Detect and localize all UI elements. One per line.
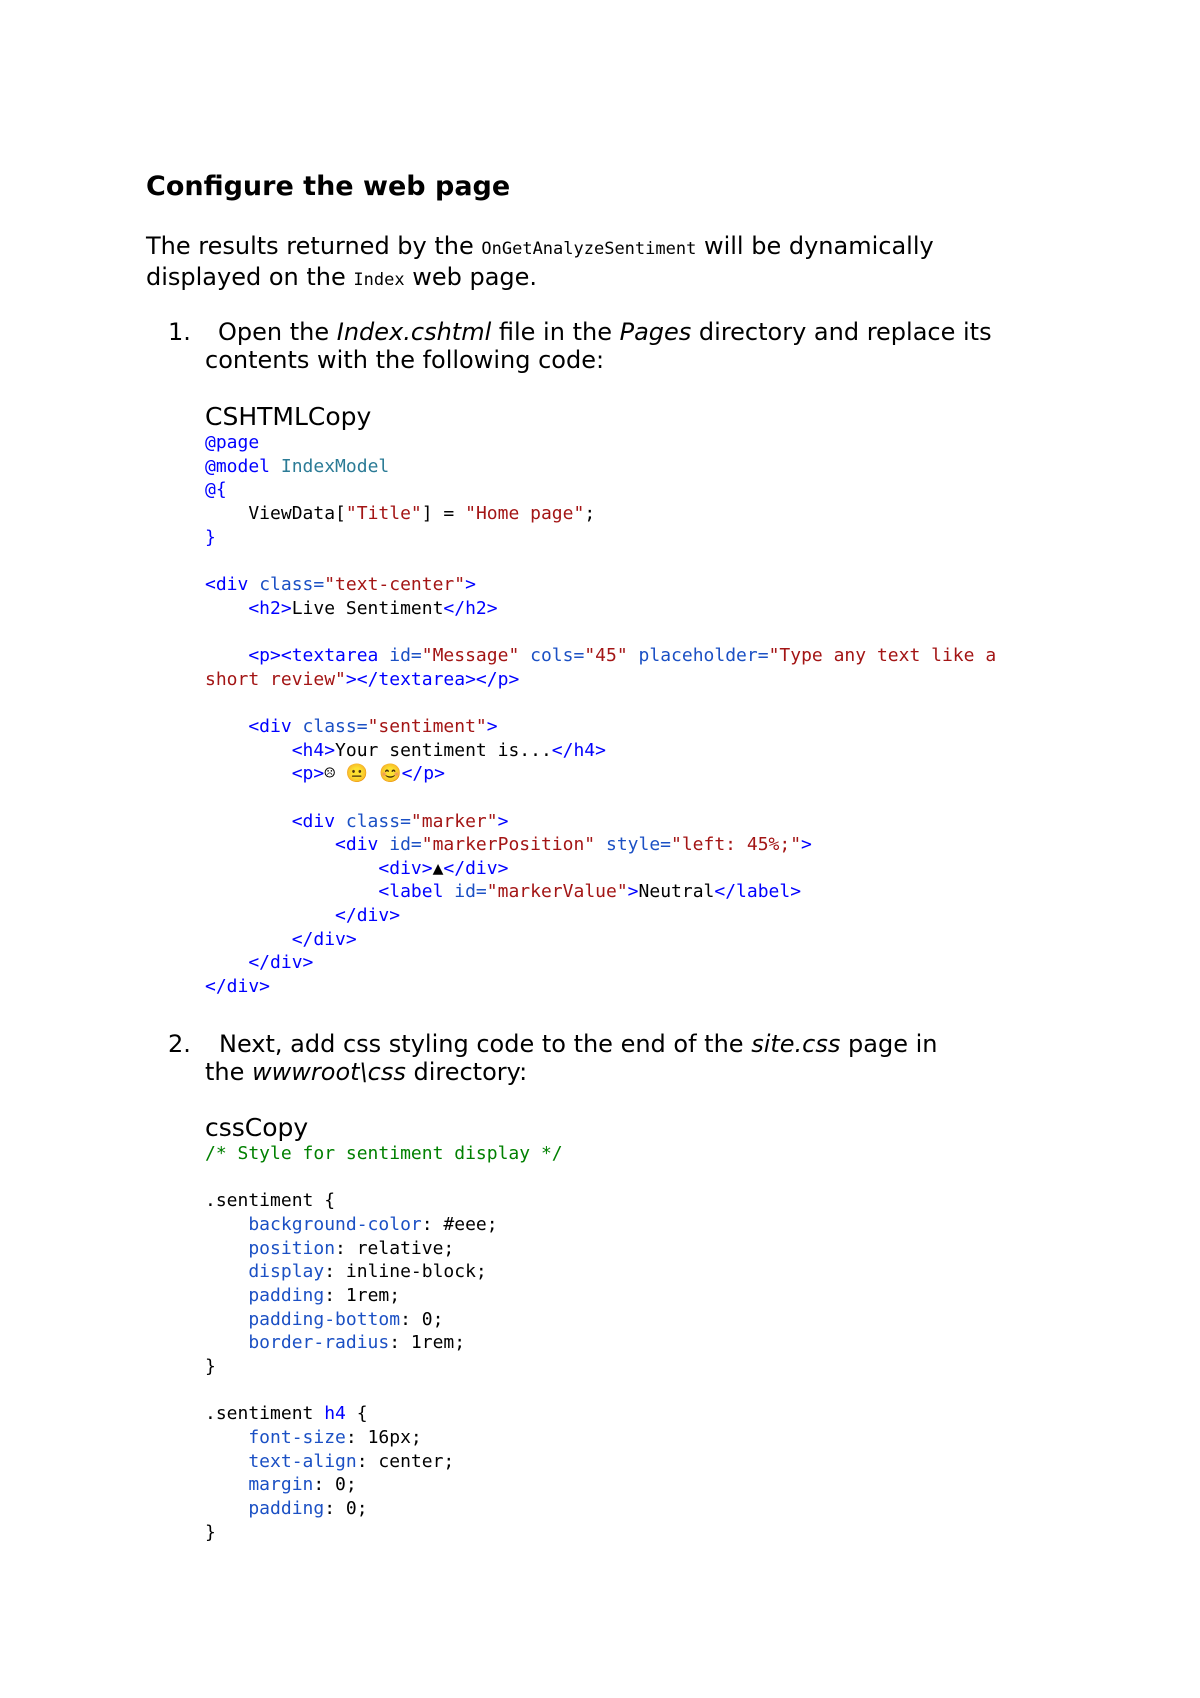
code-token: </div> <box>443 857 509 879</box>
step-filename: site.css <box>751 1030 841 1058</box>
code-token: </p> <box>401 763 445 785</box>
inline-code-page: Index <box>353 270 405 290</box>
step-2-text <box>219 1030 937 1058</box>
code-token: </h4> <box>551 739 606 761</box>
code-token: "Type any text like a <box>768 644 997 666</box>
code-token: class= <box>248 573 325 595</box>
code-token: .sentiment <box>205 1403 325 1425</box>
step-text: directory and replace its <box>691 318 992 346</box>
code-token: cols= <box>519 644 585 666</box>
code-token: : 0; <box>313 1474 357 1496</box>
code-token: : 16px; <box>345 1426 422 1448</box>
section-heading: Configure the web page <box>146 171 511 202</box>
cshtml-code-block <box>205 431 996 999</box>
code-token: : 1rem; <box>389 1332 466 1354</box>
step-dirname: wwwroot\css <box>252 1058 406 1086</box>
code-token: "markerPosition" <box>421 834 596 856</box>
css-code-block <box>205 1142 563 1544</box>
code-token: </div> <box>205 952 314 974</box>
code-token: background-color <box>205 1213 422 1235</box>
code-token: > <box>627 881 639 903</box>
intro-paragraph <box>146 232 1086 294</box>
code-token: border-radius <box>205 1332 390 1354</box>
code-token: </h2> <box>443 597 498 619</box>
code-token: margin <box>205 1474 314 1496</box>
inline-code-method: OnGetAnalyzeSentiment <box>481 239 697 259</box>
code-token: ></textarea></p> <box>345 668 520 690</box>
code-token: <h2> <box>205 597 292 619</box>
code-token: "marker" <box>410 810 498 832</box>
list-number: 1. <box>168 318 191 346</box>
code-token: display <box>205 1261 325 1283</box>
code-token: position <box>205 1237 336 1259</box>
step-2-text-line2 <box>205 1058 527 1086</box>
code-language-label: cssCopy <box>205 1113 309 1142</box>
code-token: class= <box>335 810 411 832</box>
code-token: style= <box>595 834 671 856</box>
code-token: <label <box>205 881 444 903</box>
step-filename: Index.cshtml <box>336 318 492 346</box>
code-token: <div <box>205 810 336 832</box>
intro-text: displayed on the <box>146 263 354 291</box>
code-token: short review" <box>205 668 346 690</box>
code-token: } <box>205 1355 216 1377</box>
code-token: > <box>486 715 498 737</box>
code-token: "Message" <box>421 644 520 666</box>
code-token: > <box>801 834 812 856</box>
code-token: "sentiment" <box>367 715 487 737</box>
code-token: "left: 45%;" <box>671 834 802 856</box>
code-token: class= <box>291 715 368 737</box>
code-token: > <box>497 810 509 832</box>
intro-text: web page. <box>404 263 538 291</box>
code-token: <div <box>205 573 249 595</box>
code-token: "text-center" <box>324 573 466 595</box>
code-token: : relative; <box>335 1237 455 1259</box>
code-token: h4 <box>324 1403 346 1425</box>
code-token: Live Sentiment <box>291 597 444 619</box>
code-token: @page <box>205 432 260 453</box>
code-token: Neutral <box>638 881 715 903</box>
code-token: "markerValue" <box>486 881 628 903</box>
code-token: placeholder= <box>627 644 769 666</box>
code-token: </div> <box>205 905 401 927</box>
code-token: <div <box>205 834 379 856</box>
code-token: </div> <box>205 976 271 998</box>
code-token: { <box>345 1403 368 1425</box>
code-token: .sentiment { <box>205 1190 336 1212</box>
code-comment: /* Style for sentiment display */ <box>205 1143 563 1164</box>
code-token: } <box>205 1521 216 1543</box>
code-token: font-size <box>205 1426 346 1448</box>
code-token: "Title" <box>345 502 422 524</box>
code-token: id= <box>378 834 422 856</box>
code-token: : #eee; <box>421 1213 498 1235</box>
list-number: 2. <box>168 1030 191 1058</box>
code-token: ; <box>584 502 596 524</box>
code-token: padding-bottom <box>205 1308 401 1330</box>
step-text: directory: <box>405 1058 528 1086</box>
code-token: text-align <box>205 1450 357 1472</box>
code-token: id= <box>378 644 422 666</box>
code-token: </div> <box>205 928 357 950</box>
step-text: the <box>205 1058 253 1086</box>
code-token: ] = <box>421 502 466 524</box>
step-1-text <box>218 318 992 346</box>
code-token: <p><textarea <box>205 644 379 666</box>
step-text: Open the <box>218 318 337 346</box>
code-token: > <box>465 573 476 595</box>
step-text: Next, add css styling code to the end of the <box>219 1030 752 1058</box>
intro-text: will be dynamically <box>696 232 934 260</box>
code-token: : 0; <box>324 1497 368 1519</box>
emoji-faces: ☹ 😐 😊 <box>324 763 402 785</box>
code-token: "Home page" <box>465 502 585 524</box>
code-token: @model <box>205 455 271 477</box>
code-token: </label> <box>714 881 802 903</box>
code-token: } <box>205 526 216 548</box>
triangle-marker-icon: ▲ <box>432 857 444 879</box>
code-token: "45" <box>584 644 628 666</box>
code-token: padding <box>205 1497 325 1519</box>
step-1-text-line2: contents with the following code: <box>205 346 605 374</box>
step-text: file in the <box>491 318 620 346</box>
code-token: <div <box>205 715 292 737</box>
code-language-label: CSHTMLCopy <box>205 402 372 431</box>
step-dirname: Pages <box>619 318 692 346</box>
code-token: Your sentiment is... <box>335 739 552 761</box>
code-token: : inline-block; <box>324 1261 487 1283</box>
code-token: : center; <box>356 1450 455 1472</box>
code-token: : 0; <box>400 1308 444 1330</box>
code-token: @{ <box>205 479 227 501</box>
code-token: <div> <box>205 857 433 879</box>
code-token: : 1rem; <box>324 1284 401 1306</box>
code-token: <h4> <box>205 739 336 761</box>
code-token: padding <box>205 1284 325 1306</box>
code-token: id= <box>443 881 487 903</box>
step-text: page in <box>840 1030 938 1058</box>
code-token: <p> <box>205 763 325 785</box>
code-token: ViewData[ <box>205 502 346 524</box>
intro-text: The results returned by the <box>146 232 482 260</box>
code-token: IndexModel <box>270 455 390 477</box>
